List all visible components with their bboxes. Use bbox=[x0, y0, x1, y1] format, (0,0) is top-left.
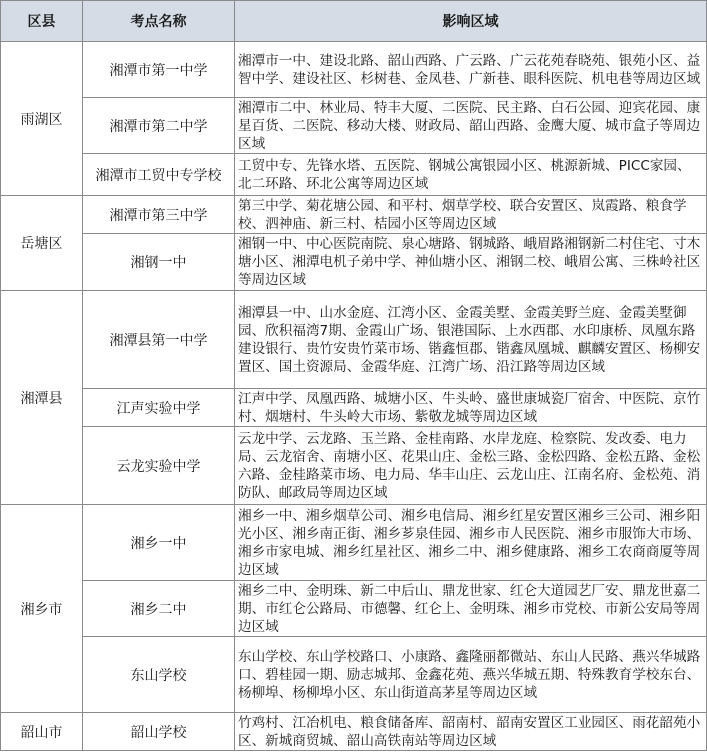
header-area: 影响区域 bbox=[235, 1, 707, 42]
affected-area bbox=[235, 42, 707, 98]
affected-area-text: 竹鸡村、江冶机电、粮食储备库、韶南村、韶南安置区工业园区、雨花韶苑小区、新城商贸城、韶山高铁南站等周边区域 bbox=[238, 714, 701, 749]
affected-area-text: 湘潭市二中、林业局、特丰大厦、二医院、民主路、白石公园、迎宾花园、康星百货、二医院、移动大楼、财政局、韶山西路、金鹰大厦、城市盒子等周边区域 bbox=[238, 99, 701, 152]
county-cell: 湘乡市 bbox=[1, 505, 83, 713]
table-row bbox=[1, 505, 707, 581]
site-name: 东山学校 bbox=[83, 637, 235, 713]
site-name: 湘潭市第三中学 bbox=[83, 196, 235, 234]
table-row bbox=[1, 154, 707, 196]
affected-area-text: 工贸中专、先锋水塔、五医院、钢城公寓银园小区、桃源新城、PICC家园、北二环路、环北公寓等周边区域 bbox=[238, 157, 691, 192]
county-cell: 雨湖区 bbox=[1, 42, 83, 196]
affected-area bbox=[235, 389, 707, 427]
affected-area bbox=[235, 505, 707, 581]
affected-area-text: 湘钢一中、中心医院南院、泉心塘路、钢城路、峨眉路湘钢新二村住宅、寸木塘小区、湘潭电机子弟中学、神仙塘小区、湘钢二校、峨眉公寓、三株岭社区等周边区域 bbox=[238, 236, 701, 288]
affected-area bbox=[235, 427, 707, 505]
affected-area-text: 云龙中学、云龙路、玉兰路、金桂南路、水岸龙庭、检察院、发改委、电力局、云龙宿舍、南塘小区、花果山庄、金松三路、金松四路、金松五路、金松六路、金桂路菜市场、电力局、华丰山庄、云龙山庄、江南名府、金松苑、消防队、邮政局等周边区域 bbox=[238, 430, 701, 501]
affected-area bbox=[235, 713, 707, 751]
table-row bbox=[1, 713, 707, 751]
affected-area bbox=[235, 291, 707, 389]
county-cell: 湘潭县 bbox=[1, 291, 83, 505]
site-name: 云龙实验中学 bbox=[83, 427, 235, 505]
site-name: 湘潭市第二中学 bbox=[83, 98, 235, 154]
site-name: 湘钢一中 bbox=[83, 234, 235, 291]
affected-area bbox=[235, 98, 707, 154]
site-name: 江声实验中学 bbox=[83, 389, 235, 427]
affected-area-text: 第三中学、菊花塘公园、和平村、烟草学校、联合安置区、岚霞路、粮食学校、泗神庙、新三村、桔园小区等周边区域 bbox=[238, 197, 687, 232]
affected-area-text: 江声中学、凤凰西路、城塘小区、牛头岭、盛世康城瓷厂宿舍、中医院、京竹村、烟塘村、牛头岭大市场、紫敬龙城等周边区域 bbox=[238, 390, 701, 425]
header-county: 区县 bbox=[1, 1, 83, 42]
table-row bbox=[1, 291, 707, 389]
table-row bbox=[1, 42, 707, 98]
site-name: 湘乡一中 bbox=[83, 505, 235, 581]
county-cell: 韶山市 bbox=[1, 713, 83, 751]
affected-area bbox=[235, 637, 707, 713]
affected-area-text: 湘乡二中、金明珠、新二中后山、鼎龙世家、红仑大道园艺厂安、鼎龙世嘉二期、市红仑公路局、市德馨、红仑上、金明珠、湘乡市党校、市新公安局等周边区域 bbox=[238, 582, 701, 635]
site-name: 湘潭市第一中学 bbox=[83, 42, 235, 98]
affected-area bbox=[235, 581, 707, 637]
table-row bbox=[1, 98, 707, 154]
county-cell: 岳塘区 bbox=[1, 196, 83, 291]
affected-area-text: 湘乡一中、湘乡烟草公司、湘乡电信局、湘乡红星安置区湘乡三公司、湘乡阳光小区、湘乡南正街、湘乡芗泉佳园、湘乡市人民医院、湘乡市服饰大市场、湘乡市家电城、湘乡红星社区、湘乡二中、湘乡健康路、湘乡工农商商厦等周边区域 bbox=[238, 507, 701, 578]
affected-area-text: 东山学校、东山学校路口、小康路、鑫隆丽都微站、东山人民路、燕兴华城路口、碧桂园一期、励志城邦、金鑫花苑、燕兴华城五期、特殊教育学校东台、杨柳埠、杨柳埠小区、东山街道高茅星等周边区域 bbox=[238, 648, 701, 701]
site-name: 湘乡二中 bbox=[83, 581, 235, 637]
site-name: 湘潭县第一中学 bbox=[83, 291, 235, 389]
table-row bbox=[1, 389, 707, 427]
table-header-row bbox=[1, 1, 707, 42]
table-row bbox=[1, 234, 707, 291]
header-site: 考点名称 bbox=[83, 1, 235, 42]
site-name: 湘潭市工贸中专学校 bbox=[83, 154, 235, 196]
affected-area-text: 湘潭县一中、山水金庭、江湾小区、金霞美墅、金霞美野兰庭、金霞美墅御园、欣积福湾7期、金霞山广场、银港国际、上水西郡、水印康桥、凤凰东路建设银行、贵竹安贵竹菜市场、锴鑫恒郡、锴鑫凤凰城、麒麟安置区、杨柳安置区、国土资源局、金霞华庭、江湾广场、沿江路等周边区域 bbox=[238, 304, 701, 375]
table-row bbox=[1, 581, 707, 637]
affected-area bbox=[235, 234, 707, 291]
table-row bbox=[1, 637, 707, 713]
affected-area-text: 湘潭市一中、建设北路、韶山西路、广云路、广云花苑春晓苑、银苑小区、益智中学、建设社区、杉树巷、金凤巷、广新巷、眼科医院、机电巷等周边区域 bbox=[238, 52, 701, 87]
affected-area bbox=[235, 154, 707, 196]
site-name: 韶山学校 bbox=[83, 713, 235, 751]
table-row bbox=[1, 196, 707, 234]
table-row bbox=[1, 427, 707, 505]
affected-area bbox=[235, 196, 707, 234]
